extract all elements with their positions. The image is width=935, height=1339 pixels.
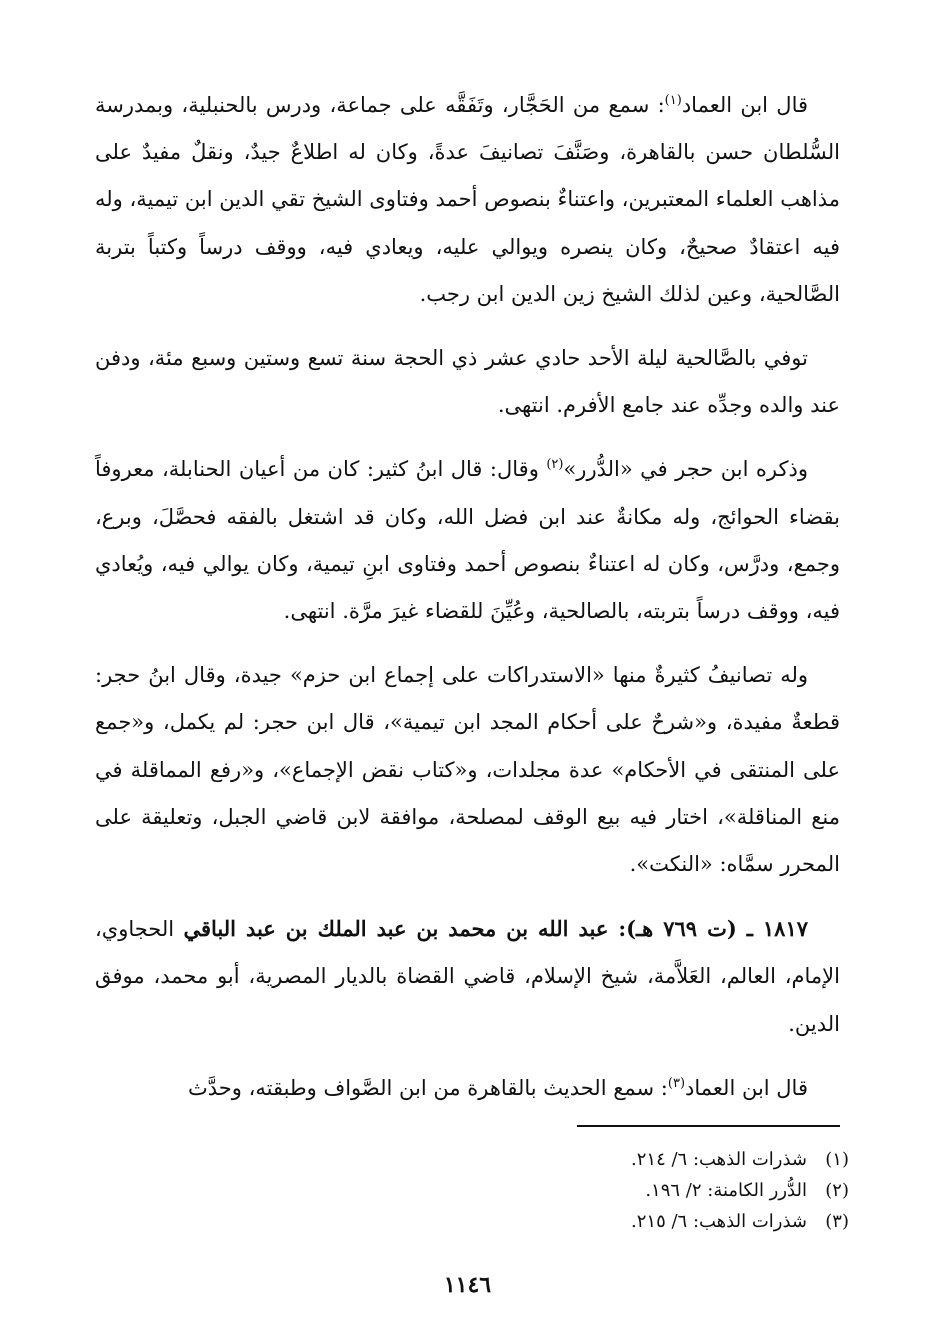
footnote-marker: (٢) [546,457,564,473]
biography-entry [95,905,840,1048]
footnote-text: الدُّرر الكامنة: ٢/ ١٩٦. [645,1180,807,1201]
paragraph-text: قال ابن العماد [681,93,809,117]
entry-name: عبد الله بن محمد بن عبد الملك بن عبد الباقي [183,916,619,942]
footnote-marker: (١) [664,93,682,108]
footnote [249,1206,849,1237]
footnote [249,1175,849,1206]
footnote-number: (٢) [825,1180,849,1201]
page-number: ١١٤٦ [443,1272,492,1298]
footnote-text: شذرات الذهب: ٦/ ٢١٥. [631,1211,807,1232]
paragraph-death [95,335,840,429]
paragraph-ibn-al-imad [95,82,840,318]
entry-number: ١٨١٧ ـ (ت ٧٦٩ هـ): [618,916,809,942]
main-text [95,82,840,1129]
footnote-marker: (٣) [667,1075,686,1091]
paragraph-text: قال ابن العماد [685,1075,808,1100]
paragraph-text: وذكره ابن حجر في «الدُّرر» [563,457,808,482]
entry-description: الحجاوي، الإمام، العالم، العَلاَّمة، شيخ الإسلام، قاضي القضاة بالديار المصرية، أبو محمد، موفق الدين. [95,917,840,1036]
paragraph-text: وقال: قال ابنُ كثير: كان من أعيان الحنابلة، معروفاً بقضاء الحوائج، وله مكانةٌ عند ابن فضل الله، وكان قد اشتغل بالفقه فحصَّلَ، وبرع، وجمع، ودرَّس، وكان له اعتناءٌ بنصوص أحمد وفتاوى ابنِ تيمية، وكان يوالي فيه، ويُعادي فيه، ووقف درساً بتربته، بالصالحية، وعُيِّنَ للقضاء غيرَ مرَّة. انتهى. [95,457,840,624]
paragraph-text: : سمع من الحَجَّار، وتَفَقَّه على جماعة، ودرس بالحنبلية، وبمدرسة السُّلطان حسن بالقاهرة، وصَنَّفَ تصانيفَ عدةً، وكان له اطلاعٌ جيدٌ، ونقلٌ مفيدٌ على مذاهب العلماء المعتبرين، واعتناءٌ بنصوص أحمد وفتاوى الشيخ تقي الدين ابن تيمية، وله فيه اعتقادٌ صحيحٌ، وكان ينصره ويوالي عليه، ويعادي فيه، ووقف درساً وكتباً بتربة الصَّالحية، وعين لذلك الشيخ زين الدين ابن رجب. [95,93,840,306]
paragraph-hadith [95,1065,840,1112]
footnote [249,1144,849,1175]
paragraph-ibn-hajar [95,446,840,635]
paragraph-text: وله تصانيفُ كثيرةٌ منها «الاستدراكات على إجماع ابن حزم» جيدة، وقال ابنُ حجر: قطعةٌ مفيدة، و«شرحٌ على أحكام المجد ابن تيمية»، قال ابن حجر: لم يكمل، و«جمع على المنتقى في الأحكام» عدة مجلدات، و«كتاب نقض الإجماع»، و«رفع المماقلة في منع المناقلة»، اختار فيه بيع الوقف لمصلحة، موافقة لابن قاضي الجبل، وتعليقة على المحرر سمَّاه: «النكت». [95,663,840,877]
footnote-number: (٣) [825,1211,849,1232]
footnote-number: (١) [825,1149,849,1170]
footnotes [249,1144,849,1237]
paragraph-text: توفي بالصَّالحية ليلة الأحد حادي عشر ذي الحجة سنة تسع وستين وسبع مئة، ودفن عند والده وجدِّه عند جامع الأفرم. انتهى. [95,346,840,418]
paragraph-works [95,652,840,888]
footnote-text: شذرات الذهب: ٦/ ٢١٤. [631,1149,807,1170]
paragraph-text: : سمع الحديث بالقاهرة من ابن الصَّواف وطبقته، وحدَّث [187,1075,668,1100]
footnote-divider [577,1125,840,1127]
